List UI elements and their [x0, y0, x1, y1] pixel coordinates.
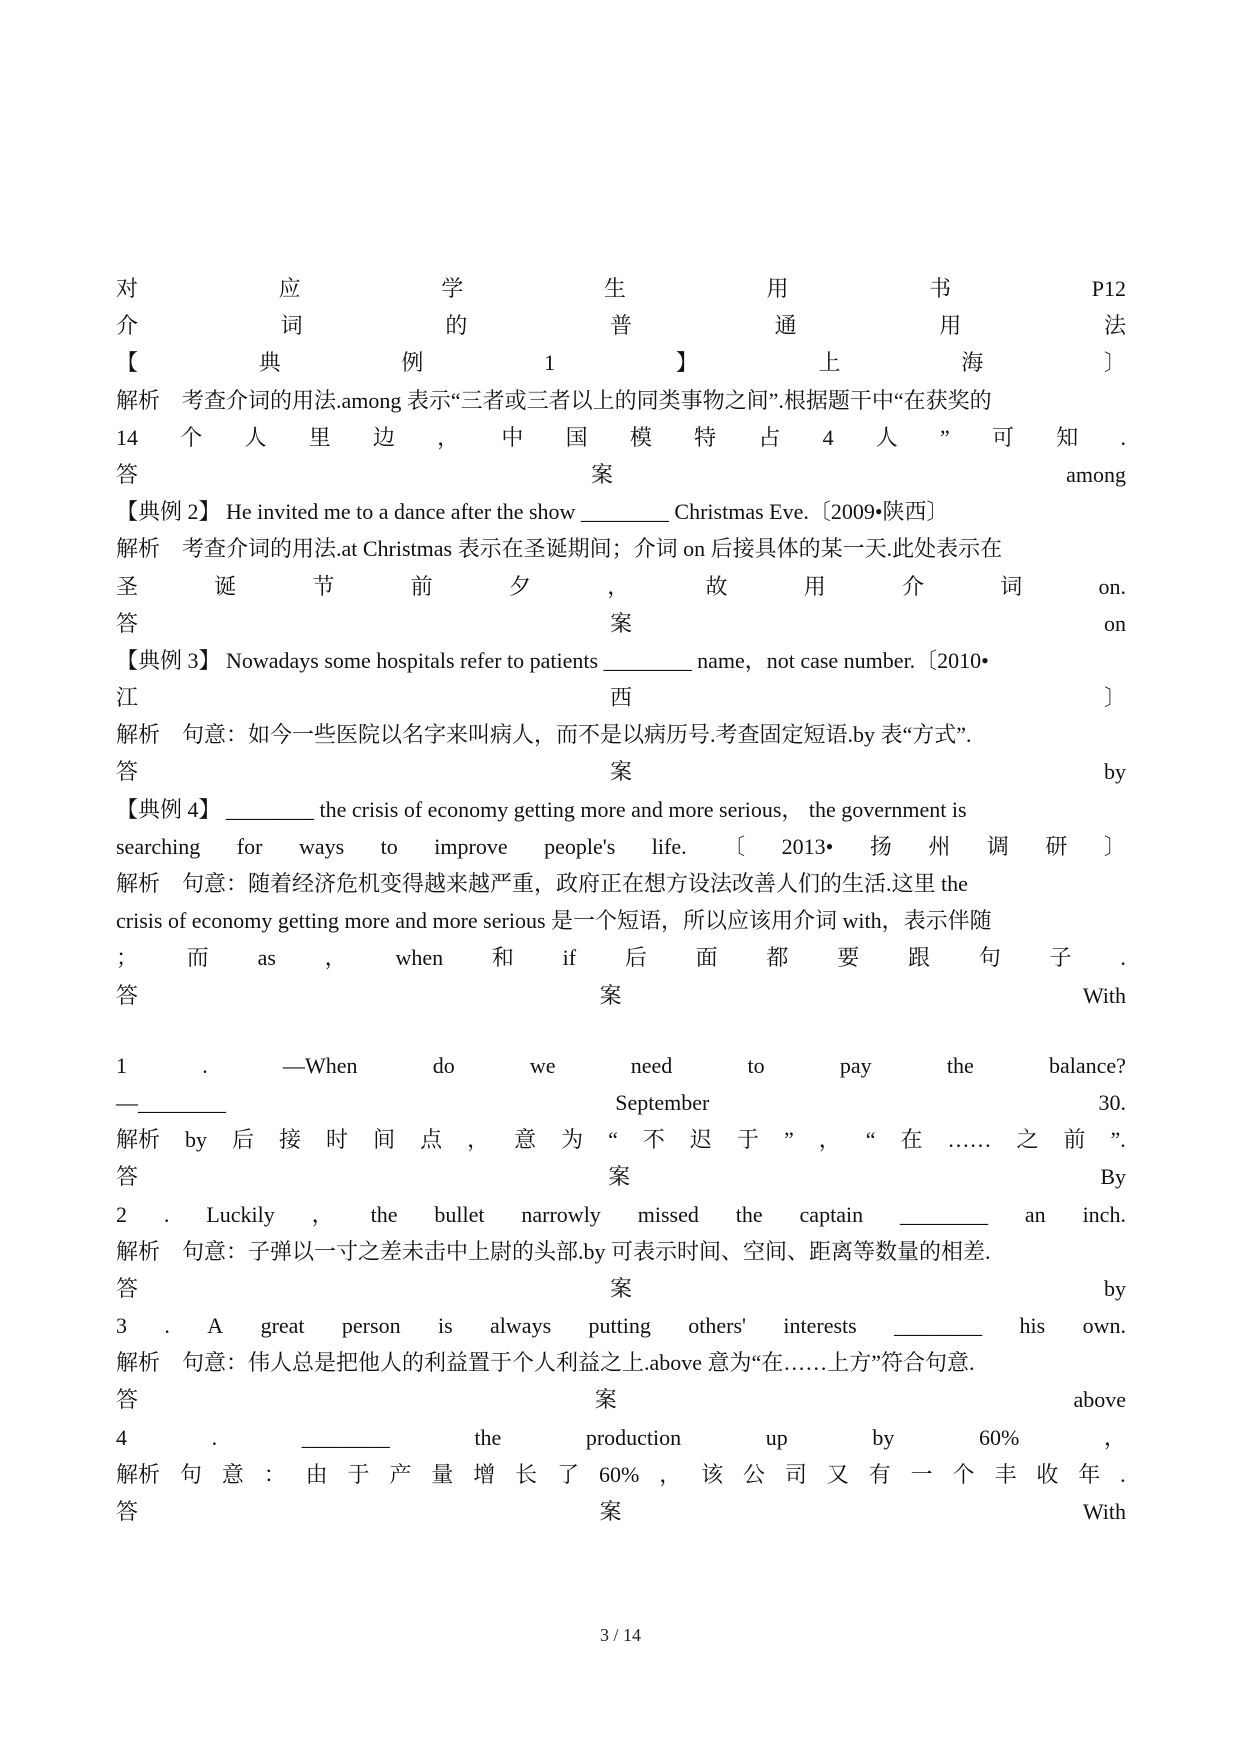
text-token: By [1100, 1164, 1126, 1190]
text-token: 答 [116, 610, 139, 636]
text-token: With [1082, 1499, 1126, 1524]
text-line [116, 1344, 1126, 1381]
text-token: to [380, 833, 398, 859]
text-token: 后 [232, 1127, 255, 1153]
text-token: ； [116, 945, 139, 971]
text-token: 上 [818, 350, 841, 376]
text-token: . [163, 1201, 170, 1227]
text-token: as [257, 945, 276, 971]
text-token: balance? [1048, 1052, 1126, 1078]
text-token: 句 [179, 1461, 202, 1487]
text-token: 解析 [116, 1127, 161, 1153]
text-token: 又 [826, 1461, 849, 1487]
text-token: 意 [514, 1127, 537, 1153]
text-token: 了 [557, 1461, 580, 1487]
text-token: 解析 考查介词的用法.at Christmas 表示在圣诞期间；介词 on 后接具体的某一天.此处表示在 [116, 536, 1003, 562]
text-token: 中 [501, 424, 524, 450]
text-token: on [1104, 610, 1126, 636]
text-token: 解析 句意：如今一些医院以名字来叫病人，而不是以病历号.考查固定短语.by 表“方式”. [116, 722, 972, 748]
text-token: . [211, 1424, 218, 1450]
text-token: searching [116, 833, 201, 859]
text-token: others' [688, 1313, 746, 1339]
text-token: 可 [992, 424, 1015, 450]
text-token: missed [637, 1201, 699, 1227]
text-line [116, 1047, 1126, 1084]
text-token: 答 [116, 1164, 139, 1190]
text-token: ________ [301, 1424, 390, 1450]
text-line [116, 419, 1126, 456]
text-token: 跟 [907, 945, 930, 971]
text-token: 对 [116, 276, 139, 301]
text-token: 个 [180, 424, 203, 450]
text-token: 【典例 2】 He invited me to a dance after the show ________ Christmas Eve.〔2009•陕西〕 [116, 499, 949, 525]
text-line [116, 1381, 1126, 1418]
text-token: 4 [116, 1424, 127, 1450]
text-token: 长 [515, 1461, 538, 1487]
text-token: 西 [609, 685, 632, 711]
text-token: 之 [1016, 1127, 1039, 1153]
text-token: person [341, 1313, 401, 1339]
text-token: 诞 [214, 573, 237, 599]
text-token: 答 [116, 759, 139, 785]
text-token: . [164, 1313, 170, 1339]
text-token: for [236, 833, 263, 859]
text-token: 在 [900, 1127, 923, 1153]
text-token: 3 [116, 1313, 127, 1339]
text-token: 通 [774, 313, 797, 339]
text-line [116, 939, 1126, 976]
text-token: 用 [939, 313, 962, 339]
text-token: 都 [766, 945, 789, 971]
text-token: 占 [758, 424, 781, 450]
text-token: 应 [278, 276, 301, 301]
text-token: 2 [116, 1201, 127, 1227]
text-token: 1 [116, 1052, 127, 1078]
text-line [116, 753, 1126, 790]
text-token: 解析 [116, 1461, 161, 1487]
text-token: 案 [591, 461, 614, 487]
text-token: 案 [610, 759, 633, 785]
text-token: Luckily [206, 1201, 275, 1227]
text-token: 60% [978, 1424, 1020, 1450]
text-token: 里 [308, 424, 331, 450]
text-line [116, 493, 1126, 530]
text-token: “ [865, 1127, 876, 1153]
text-line [116, 382, 1126, 419]
text-line [116, 1233, 1126, 1270]
text-token: pay [839, 1052, 872, 1078]
text-line [116, 307, 1126, 344]
text-token: interests [783, 1313, 857, 1339]
text-token: ， [607, 573, 630, 599]
text-token: 州 [928, 833, 951, 859]
text-token: crisis of economy getting more and more serious 是一个短语，所以应该用介词 with，表示伴随 [116, 908, 992, 934]
text-line [116, 1158, 1126, 1195]
text-token: 不 [642, 1127, 665, 1153]
text-token: 案 [610, 610, 633, 636]
text-line [116, 902, 1126, 939]
text-token: 迟 [689, 1127, 712, 1153]
text-token: 量 [431, 1461, 454, 1487]
text-token: by [185, 1127, 208, 1153]
text-token: 研 [1045, 833, 1068, 859]
text-token: the [474, 1424, 502, 1450]
text-line [116, 344, 1126, 381]
text-token: 词 [1000, 573, 1023, 599]
text-line [116, 530, 1126, 567]
text-token: 答 [116, 1275, 139, 1301]
text-token: 和 [491, 945, 514, 971]
text-token: improve [434, 833, 508, 859]
text-token: 江 [116, 685, 139, 711]
text-token: production [585, 1424, 682, 1450]
text-token: “ [608, 1127, 618, 1153]
text-token: by [1104, 759, 1126, 785]
text-line [116, 1084, 1126, 1121]
text-token: captain [799, 1201, 864, 1227]
text-token: 一 [910, 1461, 933, 1487]
text-token: 的 [445, 313, 468, 339]
text-token: 公 [743, 1461, 766, 1487]
text-line [116, 568, 1126, 605]
text-token: 解析 考查介词的用法.among 表示“三者或三者以上的同类事物之间”.根据题干中“在获奖的 [116, 387, 992, 413]
text-token: always [490, 1313, 552, 1339]
text-token: . [1120, 1461, 1126, 1487]
text-token: 个 [952, 1461, 975, 1487]
text-token: 解析 句意：随着经济危机变得越来越严重，政府正在想方设法改善人们的生活.这里 the [116, 871, 968, 896]
text-token: 调 [986, 833, 1009, 859]
text-token: 年 [1078, 1461, 1101, 1487]
text-token: ， [1103, 1424, 1126, 1450]
text-token: 60% [598, 1461, 640, 1487]
page-number: 3 / 14 [599, 1625, 641, 1645]
text-line [116, 1270, 1126, 1307]
text-token: 答 [116, 982, 139, 1008]
text-token: need [630, 1052, 673, 1078]
text-token: 14 [116, 424, 138, 450]
text-token: 】 [675, 350, 698, 376]
text-token: 模 [629, 424, 652, 450]
text-token: 知 [1056, 424, 1079, 450]
text-line [116, 1493, 1126, 1530]
text-token: …… [947, 1127, 992, 1153]
text-token: 案 [610, 1275, 633, 1301]
text-token: 海 [961, 350, 984, 376]
text-line [116, 1456, 1126, 1493]
text-token: 案 [599, 1499, 622, 1524]
text-token: 词 [280, 313, 303, 339]
text-token: A [207, 1313, 224, 1339]
text-token: . [1120, 424, 1126, 450]
text-token: inch. [1082, 1201, 1126, 1227]
text-line [116, 828, 1126, 865]
text-token: ” [940, 424, 950, 450]
text-token: when [395, 945, 444, 971]
text-token: is [437, 1313, 453, 1339]
text-token: P12 [1091, 276, 1126, 301]
text-token: 间 [373, 1127, 396, 1153]
text-token: 点 [420, 1127, 443, 1153]
text-token: 意 [221, 1461, 244, 1487]
text-token: people's [544, 833, 616, 859]
text-token: 司 [784, 1461, 807, 1487]
text-line [116, 865, 1126, 902]
text-token: 解析 句意：子弹以一寸之差未击中上尉的头部.by 可表示时间、空间、距离等数量的相差. [116, 1238, 991, 1264]
text-token: the [370, 1201, 398, 1227]
text-line [116, 791, 1126, 828]
text-token: an [1024, 1201, 1046, 1227]
text-token: ________ [894, 1313, 983, 1339]
text-token: ways [298, 833, 345, 859]
text-token: we [529, 1052, 556, 1078]
text-token: 节 [312, 573, 335, 599]
text-token: bullet [434, 1201, 485, 1227]
text-token: 该 [701, 1461, 724, 1487]
text-token: 案 [599, 982, 622, 1008]
text-token: 边 [372, 424, 395, 450]
text-token: 用 [803, 573, 826, 599]
text-token: 子 [1049, 945, 1072, 971]
text-token: by [1104, 1275, 1126, 1301]
text-token: 介 [116, 313, 139, 339]
text-token: 介 [902, 573, 925, 599]
text-token: 人 [244, 424, 267, 450]
text-token: 前 [1063, 1127, 1086, 1153]
text-token: 丰 [994, 1461, 1017, 1487]
text-token: 圣 [116, 573, 139, 599]
text-line [116, 977, 1126, 1014]
text-token: do [432, 1052, 455, 1078]
text-token: 【 [116, 350, 139, 376]
text-token: 国 [565, 424, 588, 450]
text-line [116, 1121, 1126, 1158]
text-token: 增 [473, 1461, 496, 1487]
text-token: 书 [929, 276, 952, 301]
text-token: ， [311, 1201, 334, 1227]
text-token: ， [467, 1127, 490, 1153]
section-gap [116, 1014, 1126, 1047]
text-token: 答 [116, 1499, 139, 1524]
text-token: 故 [705, 573, 728, 599]
text-token: 〔 [723, 833, 746, 859]
text-token: 解析 句意：伟人总是把他人的利益置于个人利益之上.above 意为“在……上方”符合句意. [116, 1350, 975, 1376]
text-token: 2013• [781, 833, 834, 859]
text-token: 夕 [509, 573, 532, 599]
text-line [116, 270, 1126, 307]
text-token: ， [324, 945, 347, 971]
text-token: 30. [1098, 1089, 1126, 1115]
text-token: 4 [822, 424, 834, 450]
text-token: 由 [305, 1461, 328, 1487]
text-token: ， [659, 1461, 682, 1487]
text-token: narrowly [521, 1201, 601, 1227]
text-token: 〕 [1103, 833, 1126, 859]
text-token: 案 [594, 1387, 617, 1413]
text-token: 有 [868, 1461, 891, 1487]
text-token: 1 [544, 350, 556, 376]
text-token: ， [818, 1127, 841, 1153]
text-line [116, 679, 1126, 716]
text-token: . [1120, 945, 1126, 971]
text-token: 典 [258, 350, 281, 376]
text-token: among [1066, 461, 1126, 487]
text-token: 〕 [1103, 685, 1126, 711]
text-token: 人 [875, 424, 898, 450]
text-token: 前 [410, 573, 433, 599]
text-token: With [1082, 982, 1126, 1008]
text-token: 产 [389, 1461, 412, 1487]
text-token: 于 [347, 1461, 370, 1487]
text-token: 生 [603, 276, 626, 301]
text-token: great [260, 1313, 305, 1339]
text-token: ” [783, 1127, 794, 1153]
text-token: —When [282, 1052, 358, 1078]
text-token: 后 [624, 945, 647, 971]
text-line [116, 1196, 1126, 1233]
text-token: 句 [978, 945, 1001, 971]
text-token: 案 [608, 1164, 631, 1190]
text-token: by [872, 1424, 895, 1450]
text-token: his [1019, 1313, 1046, 1339]
text-line [116, 642, 1126, 679]
text-line [116, 456, 1126, 493]
text-token: on. [1098, 573, 1126, 599]
text-token: 收 [1036, 1461, 1059, 1487]
text-token: life. [651, 833, 687, 859]
text-token: to [747, 1052, 765, 1078]
text-token: 为 [561, 1127, 584, 1153]
text-token: 要 [837, 945, 860, 971]
text-token: September [615, 1089, 710, 1115]
text-token: 〕 [1103, 350, 1126, 376]
text-token: putting [588, 1313, 651, 1339]
text-token: 法 [1103, 313, 1126, 339]
text-token: 于 [736, 1127, 759, 1153]
text-token: 特 [694, 424, 717, 450]
text-token: ”. [1110, 1127, 1126, 1153]
text-token: 普 [609, 313, 632, 339]
text-line [116, 1419, 1126, 1456]
page-content [116, 270, 1126, 1530]
text-token: the [735, 1201, 763, 1227]
text-token: —________ [116, 1089, 226, 1115]
text-token: 接 [279, 1127, 302, 1153]
text-line [116, 716, 1126, 753]
text-token: 【典例 3】 Nowadays some hospitals refer to patients ________ name，not case number.〔2010• [116, 647, 989, 673]
text-line [116, 605, 1126, 642]
text-token: ， [437, 424, 460, 450]
text-token: ________ [899, 1201, 988, 1227]
text-token: 时 [326, 1127, 349, 1153]
text-token: 答 [116, 461, 139, 487]
text-token: 答 [116, 1387, 139, 1413]
text-token: . [202, 1052, 208, 1078]
text-token: the [946, 1052, 974, 1078]
text-token: 扬 [869, 833, 892, 859]
text-token: if [562, 945, 577, 971]
text-token: 而 [186, 945, 209, 971]
text-token: 【典例 4】 ________ the crisis of economy getting more and more serious， the government is [116, 796, 967, 822]
text-token: above [1073, 1387, 1126, 1413]
text-line [116, 1307, 1126, 1344]
text-token: 学 [441, 276, 464, 301]
text-token: 例 [401, 350, 424, 376]
text-token: up [765, 1424, 788, 1450]
text-token: ： [263, 1461, 286, 1487]
text-token: own. [1082, 1313, 1126, 1339]
text-token: 面 [695, 945, 718, 971]
text-token: 用 [766, 276, 789, 301]
